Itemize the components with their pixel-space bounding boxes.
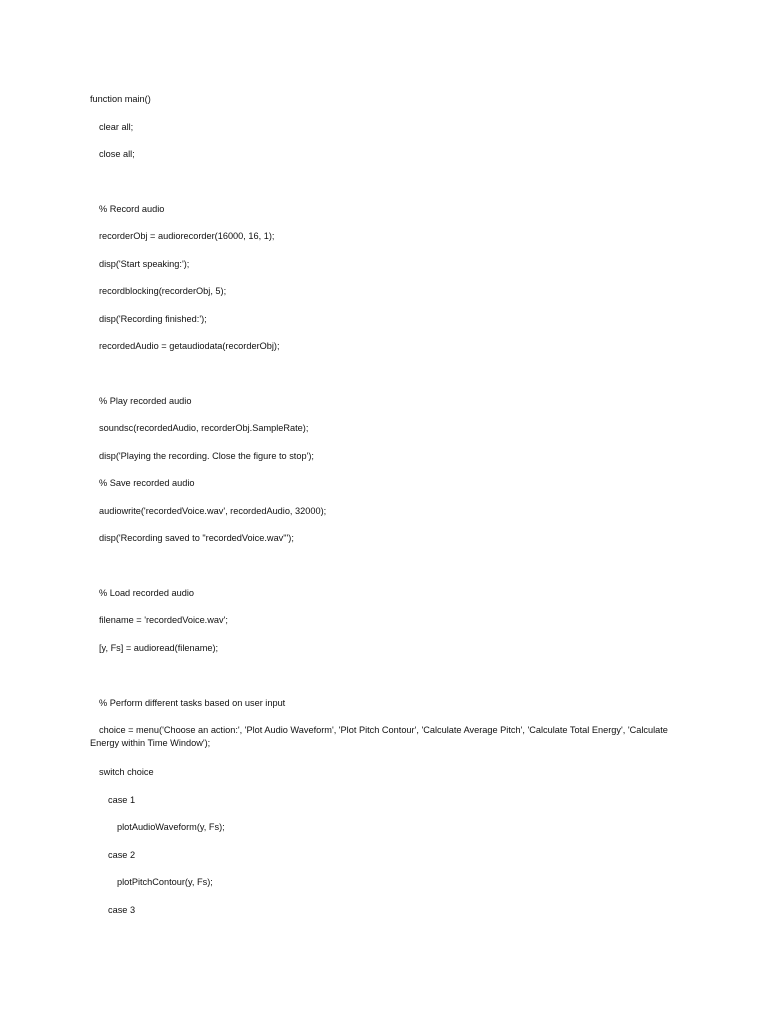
code-line: disp('Recording saved to "recordedVoice.wav"');	[99, 533, 294, 543]
code-comment: % Play recorded audio	[99, 396, 192, 406]
code-line: filename = 'recordedVoice.wav';	[99, 615, 228, 625]
code-line: recordblocking(recorderObj, 5);	[99, 286, 227, 296]
code-line: recorderObj = audiorecorder(16000, 16, 1);	[99, 231, 275, 241]
code-line: disp('Playing the recording. Close the figure to stop');	[99, 451, 314, 461]
code-line: recordedAudio = getaudiodata(recorderObj);	[99, 341, 280, 351]
code-comment: % Perform different tasks based on user input	[99, 698, 286, 708]
code-line: soundsc(recordedAudio, recorderObj.SampleRate);	[99, 423, 309, 433]
code-line: plotPitchContour(y, Fs);	[117, 877, 213, 887]
code-comment: % Save recorded audio	[99, 478, 195, 488]
code-line: switch choice	[99, 767, 154, 777]
code-line: plotAudioWaveform(y, Fs);	[117, 822, 225, 832]
code-line: audiowrite('recordedVoice.wav', recordedAudio, 32000);	[99, 506, 327, 516]
code-line: case 1	[108, 795, 136, 805]
code-line: case 3	[108, 905, 136, 915]
code-line: clear all;	[99, 122, 134, 132]
code-comment: % Load recorded audio	[99, 588, 195, 598]
code-line: close all;	[99, 149, 135, 159]
code-comment: % Record audio	[99, 204, 165, 214]
code-line: disp('Recording finished:');	[99, 314, 207, 324]
code-line: [y, Fs] = audioread(filename);	[99, 643, 219, 653]
code-line: case 2	[108, 850, 136, 860]
code-line: disp('Start speaking:');	[99, 259, 190, 269]
code-line: function main()	[90, 94, 151, 104]
code-line: choice = menu('Choose an action:', 'Plot Audio Waveform', 'Plot Pitch Contour', 'Calculate Average Pitch', 'Calculate Total Energy', 'Calculate Energy within Time Window');	[90, 725, 668, 748]
